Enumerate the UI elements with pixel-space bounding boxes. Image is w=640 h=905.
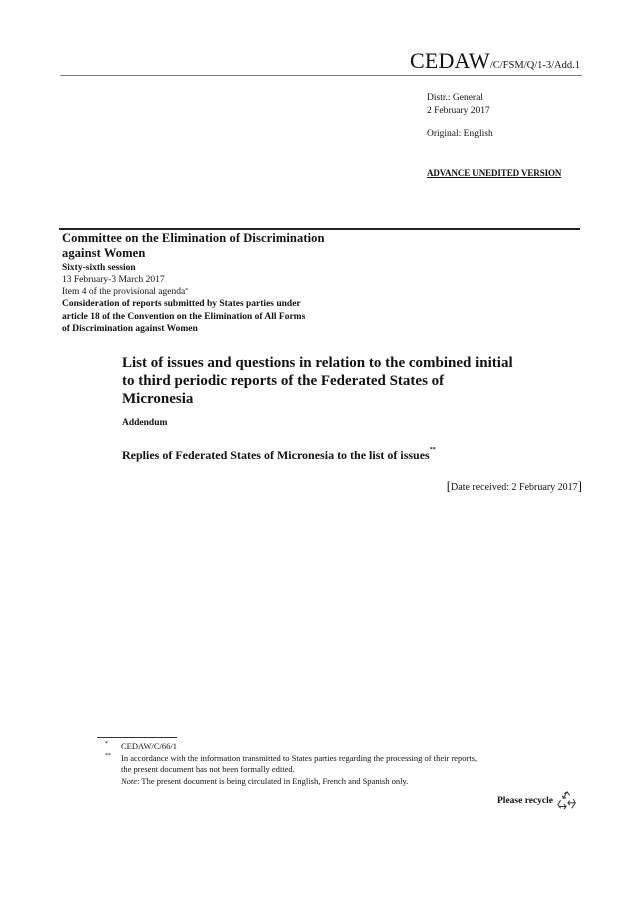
symbol-main: CEDAW bbox=[409, 48, 490, 73]
committee-name: Committee on the Elimination of Discrimination against Women bbox=[62, 231, 325, 260]
date-received: [Date received: 2 February 2017] bbox=[446, 478, 582, 493]
footnote-note: Note: The present document is being circulated in English, French and Spanish only. bbox=[121, 775, 409, 786]
footnote-mark: * bbox=[105, 741, 108, 747]
advance-unedited-notice: ADVANCE UNEDITED VERSION bbox=[427, 168, 562, 178]
consideration-heading: Consideration of reports submitted by States parties under article 18 of the Convention on the Elimination of All Forms of Discrimination against Women bbox=[62, 299, 306, 334]
addendum-label: Addendum bbox=[122, 418, 168, 428]
footnote-2: ** In accordance with the information transmitted to States parties regarding the processing of their reports, the present document has not been formally edited. Note: The present document is being circulated in English, French and Spanish only. bbox=[105, 753, 525, 788]
document-symbol bbox=[410, 50, 580, 72]
footnote-ref[interactable]: ** bbox=[429, 447, 436, 453]
header-rule bbox=[60, 75, 582, 76]
footnote-mark: ** bbox=[105, 752, 111, 759]
section-rule bbox=[59, 228, 580, 230]
recycle-notice bbox=[497, 790, 578, 812]
recycle-icon bbox=[556, 790, 578, 812]
session: Sixty-sixth session bbox=[62, 263, 136, 273]
distr-date: 2 February 2017 bbox=[427, 106, 490, 116]
distr-label: Distr.: General bbox=[427, 93, 483, 103]
footnotes bbox=[105, 741, 525, 787]
footnote-1: * CEDAW/C/66/1 bbox=[105, 741, 177, 751]
original-language: Original: English bbox=[427, 129, 493, 139]
symbol-suffix: /C/FSM/Q/1-3/Add.1 bbox=[489, 60, 580, 71]
footnote-ref[interactable]: * bbox=[185, 288, 189, 294]
session-dates: 13 February-3 March 2017 bbox=[62, 275, 165, 285]
document-title: List of issues and questions in relation to the combined initial to third periodic reports of the Federated States of Micronesia bbox=[122, 355, 513, 407]
agenda-item: Item 4 of the provisional agenda* bbox=[62, 287, 189, 297]
recycle-label: Please recycle bbox=[497, 796, 553, 806]
distribution-block bbox=[427, 92, 493, 141]
committee-block bbox=[62, 231, 362, 336]
replies-heading: Replies of Federated States of Micronesia to the list of issues** bbox=[122, 447, 436, 462]
footnote-separator bbox=[97, 737, 177, 738]
